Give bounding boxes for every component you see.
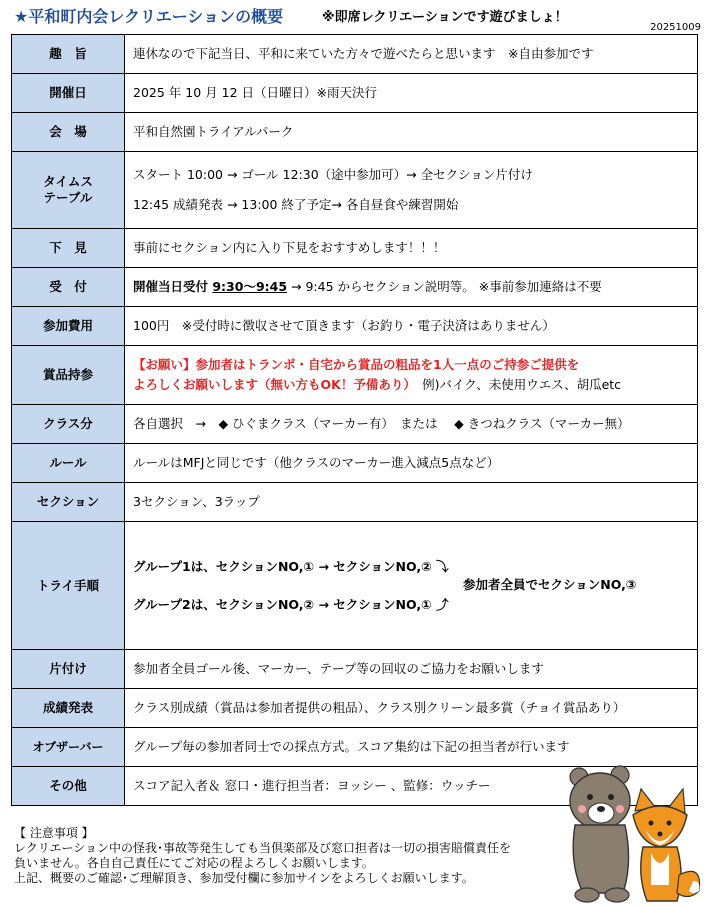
label-reception: 受 付 — [12, 268, 125, 307]
value-other: スコア記入者＆ 窓口・進行担当者：ヨッシー 、監修：ウッチー — [125, 767, 698, 806]
label-prize: 賞品持参 — [12, 346, 125, 405]
row-date — [12, 74, 698, 113]
notes-line3: 上記、概要のご確認･ご理解頂き、参加受付欄に参加サインをよろしくお願いします。 — [14, 871, 474, 885]
row-fee — [12, 307, 698, 346]
label-try-order: トライ手順 — [12, 522, 125, 650]
value-observer: グループ毎の参加者同士での採点方式。スコア集約は下記の担当者が行います — [125, 728, 698, 767]
bear-icon — [570, 766, 630, 902]
row-class — [12, 405, 698, 444]
try-all: 参加者全員でセクションNO,③ — [463, 577, 637, 593]
label-date: 開催日 — [12, 74, 125, 113]
row-results — [12, 689, 698, 728]
try-group1: グループ1は、セクションNO,① → セクションNO,② ⤵ — [133, 558, 449, 574]
row-preview — [12, 229, 698, 268]
label-other: その他 — [12, 767, 125, 806]
mascot-svg — [565, 763, 705, 905]
label-observer: オブザーバー — [12, 728, 125, 767]
value-class: 各自選択 → ◆ ひぐまクラス（マーカー有） または ◆ きつねクラス（マーカー無） — [125, 405, 698, 444]
row-reception — [12, 268, 698, 307]
label-results: 成績発表 — [12, 689, 125, 728]
value-section: 3セクション、3ラップ — [125, 483, 698, 522]
page-title: ★平和町内会レクリエーションの概要 — [14, 7, 284, 26]
value-rule: ルールはMFJと同じです（他クラスのマーカー進入減点5点など） — [125, 444, 698, 483]
label-preview: 下 見 — [12, 229, 125, 268]
value-venue: 平和自然園トライアルパーク — [125, 113, 698, 152]
timetable-line1: スタート 10:00 → ゴール 12:30（途中参加可）→ 全セクション片付け — [133, 167, 533, 183]
label-venue: 会 場 — [12, 113, 125, 152]
prize-line2-rest: 例)バイク、未使用ウエス、胡瓜etc — [409, 377, 622, 392]
row-section — [12, 483, 698, 522]
value-preview: 事前にセクション内に入り下見をおすすめします！！！ — [125, 229, 698, 268]
value-fee: 100円 ※受付時に徴収させて頂きます（お釣り・電子決済はありません） — [125, 307, 698, 346]
notes-heading: 【 注意事項 】 — [14, 826, 94, 840]
label-timetable-line1: タイムス — [43, 174, 93, 190]
row-observer — [12, 728, 698, 767]
label-rule: ルール — [12, 444, 125, 483]
row-cleanup — [12, 650, 698, 689]
row-purpose — [12, 35, 698, 74]
value-timetable — [125, 152, 698, 229]
row-try-order — [12, 522, 698, 650]
value-reception — [125, 268, 698, 307]
row-prize — [12, 346, 698, 405]
fox-icon — [633, 789, 700, 901]
timetable-line2: 12:45 成績発表 → 13:00 終了予定→ 各自昼食や練習開始 — [133, 197, 459, 212]
notes-block — [14, 826, 511, 886]
reception-prefix: 開催当日受付 — [133, 279, 213, 295]
prize-line2-red: よろしくお願いします（無い方もOK！予備あり） — [133, 377, 410, 392]
row-venue — [12, 113, 698, 152]
label-class: クラス分 — [12, 405, 125, 444]
try-group2: グループ2は、セクションNO,② → セクションNO,① ⤴ — [133, 596, 449, 612]
document-number: 20251009 — [650, 22, 701, 33]
prize-line1: 【お願い】参加者はトランポ・自宅から賞品の粗品を1人一点のご持参ご提供を — [133, 357, 580, 372]
value-purpose: 連休なので下記当日、平和に来ていた方々で遊べたらと思います ※自由参加です — [125, 35, 698, 74]
row-timetable — [12, 152, 698, 229]
label-timetable — [12, 152, 125, 229]
reception-time: 9:30～9:45 — [212, 279, 288, 295]
value-date: 2025 年 10 月 12 日（日曜日）※雨天決行 — [125, 74, 698, 113]
value-results: クラス別成績（賞品は参加者提供の粗品）、クラス別クリーン最多賞（チョイ賞品あり） — [125, 689, 698, 728]
label-purpose: 趣 旨 — [12, 35, 125, 74]
value-cleanup: 参加者全員ゴール後、マーカー、テープ等の回収のご協力をお願いします — [125, 650, 698, 689]
label-cleanup: 片付け — [12, 650, 125, 689]
label-timetable-line2: テーブル — [43, 190, 93, 205]
overview-table — [11, 34, 698, 806]
reception-suffix: → 9:45 からセクション説明等。 ※事前参加連絡は不要 — [287, 279, 602, 295]
page-subtitle: ※即席レクリエーションです遊びましょ！ — [322, 10, 568, 25]
row-rule — [12, 444, 698, 483]
notes-line2: 負いません。各自自己責任にてご対応の程よろしくお願いします。 — [14, 856, 374, 870]
notes-line1: レクリエーション中の怪我･事故等発生しても当倶楽部及び窓口担者は一切の損害賠償責任を — [14, 841, 512, 855]
value-prize — [125, 346, 698, 405]
label-fee: 参加費用 — [12, 307, 125, 346]
mascot-illustration — [565, 763, 705, 905]
label-section: セクション — [12, 483, 125, 522]
value-try-order — [125, 522, 698, 650]
